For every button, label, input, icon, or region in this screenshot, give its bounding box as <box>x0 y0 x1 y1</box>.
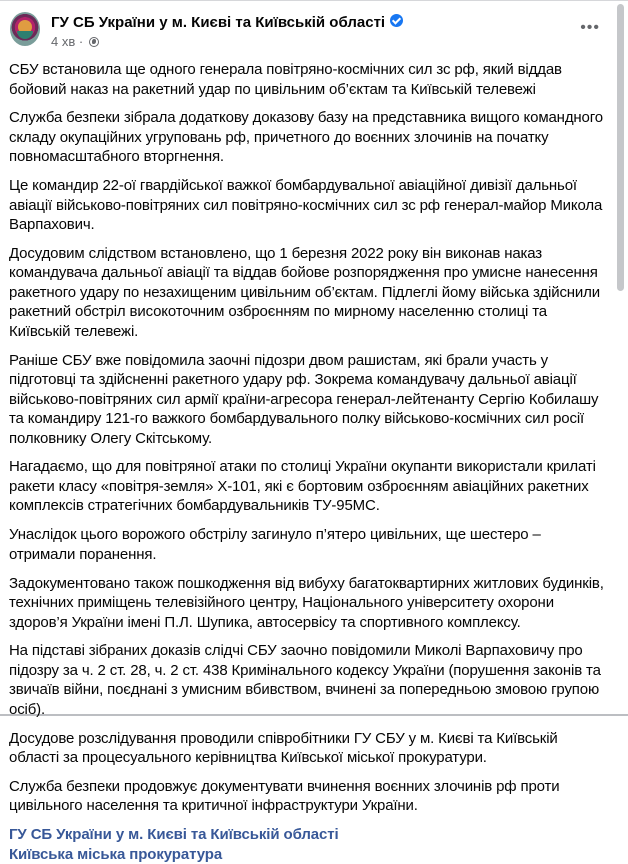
page-name-line <box>51 14 403 31</box>
mention-link-sbu-kyiv[interactable]: ГУ СБ України у м. Києві та Київській області <box>9 826 339 844</box>
meta-separator: · <box>78 34 84 49</box>
page-avatar[interactable] <box>10 12 40 46</box>
post-paragraph: Досудове розслідування проводили співробітники ГУ СБУ у м. Києві та Київській області за процесуального керівництва Київської міської прокуратури. <box>9 729 558 767</box>
post-paragraph: Раніше СБУ вже повідомила заочні підозри двом рашистам, які брали участь у підготовці та здійсненні ракетного удару рф. Зокрема командувачу дальньої авіації військово-повітряних сил армії країни-агресора генерал-лейтенанту Сергію Кобилашу та командиру 121-го важкого бомбардувального полку військово-космічних сил росії полковнику Олегу Скітському. <box>9 351 599 447</box>
more-options-button[interactable]: ••• <box>580 19 600 36</box>
post-paragraph: Служба безпеки продовжує документувати вчинення воєнних злочинів рф проти цивільного населення та критичної інфраструктури України. <box>9 777 560 815</box>
post-paragraph: Служба безпеки зібрала додаткову доказову базу на представника вищого командного складу окупаційних угруповань рф, причетного до воєнних злочинів на початку повномасштабного вторгнення. <box>9 109 603 166</box>
post-paragraph: Унаслідок цього ворожого обстрілу загинуло п’ятеро цивільних, ще шестеро – отримали поранення. <box>9 526 541 563</box>
post-body <box>9 60 607 864</box>
scrollbar-thumb[interactable] <box>617 4 624 291</box>
post-paragraph: Задокументовано також пошкодження від вибуху багатоквартирних житлових будинків, технічних приміщень телевізійного центру, Національного університету охорони здоров’я України імені П.Л. Шупика, автосервісу та спортивного комплексу. <box>9 574 604 631</box>
globe-icon[interactable] <box>89 37 99 47</box>
post-paragraph: СБУ встановила ще одного генерала повітряно-космічних сил зс рф, який віддав бойовий наказ на ракетний удар по цивільним об’єктам та Київській телевежі <box>9 61 562 98</box>
post-paragraph: Це командир 22-ої гвардійської важкої бомбардувальної авіаційної дивізії дальньої авіації військово-повітряних сил повітряно-космічних сил зс рф генерал-майор Микола Варпахович. <box>9 177 603 234</box>
post-header <box>10 11 608 51</box>
post-paragraph: Досудовим слідством встановлено, що 1 березня 2022 року він виконав наказ командувача дальньої авіації та віддав бойове розпорядження про умисне нанесення ракетного удару по незахищеним цивільним об’єктам. Підлеглі йому війська здійснили ракетний обстріл високоточним озброєнням по мирному населенню столиці та Київській телевежі. <box>9 244 600 340</box>
emblem-base-icon <box>17 31 33 39</box>
post-timestamp[interactable]: 4 хв <box>51 34 76 49</box>
mention-link-kyiv-prosecutor[interactable]: Київська міська прокуратура <box>9 845 223 863</box>
page-name-link[interactable]: ГУ СБ України у м. Києві та Київській області <box>51 14 386 31</box>
verified-badge-icon <box>390 14 403 27</box>
post-paragraph: На підставі зібраних доказів слідчі СБУ заочно повідомили Миколі Варпаховичу про підозру за ч. 2 ст. 28, ч. 2 ст. 438 Кримінального кодексу України (порушення законів та звичаїв війни, поєднані з умисним вбивством, вчинені за попередньою змовою групою осіб). <box>9 642 601 718</box>
post-meta <box>51 34 99 49</box>
post-paragraph: Нагадаємо, що для повітряної атаки по столиці України окупанти використали крилаті ракети класу «повітря-земля» Х-101, які є бортовим озброєнням авіаційних ракетних комплексів стратегічних бомбардувальників ТУ-95МС. <box>9 458 596 515</box>
